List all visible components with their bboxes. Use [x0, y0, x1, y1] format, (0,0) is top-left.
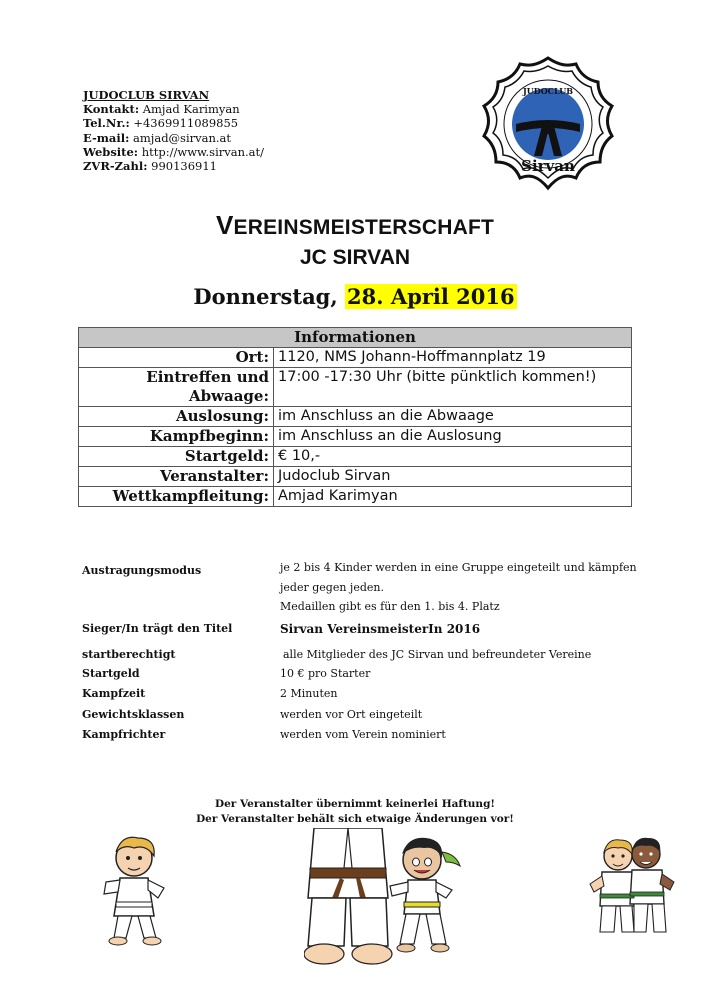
detail-value: Sirvan VereinsmeisterIn 2016 — [280, 622, 481, 636]
detail-label: startberechtigt — [82, 648, 176, 661]
contact-line: Tel.Nr.: +4369911089855 — [83, 116, 239, 131]
table-row: Veranstalter: Judoclub Sirvan — [79, 467, 632, 487]
contact-block — [83, 88, 264, 173]
contact-line: Kontakt: Amjad Karimyan — [83, 102, 240, 117]
detail-label: Startgeld — [82, 667, 140, 680]
detail-value: 2 Minuten — [280, 687, 338, 700]
detail-label: Gewichtsklassen — [82, 708, 185, 721]
table-row: Eintreffen und Abwaage: 17:00 -17:30 Uhr (bitte pünktlich kommen!) — [79, 368, 632, 407]
detail-value: 10 € pro Starter — [280, 667, 371, 680]
detail-label: Kampfrichter — [82, 728, 166, 741]
logo-top-text: JUDOCLUB — [523, 86, 573, 96]
detail-label: Sieger/In trägt den Titel — [82, 622, 233, 635]
contact-line: Website: http://www.sirvan.at/ — [83, 144, 265, 159]
event-date: Donnerstag, 28. April 2016 — [193, 284, 515, 309]
info-table — [78, 327, 632, 507]
club-name: JUDOCLUB SIRVAN — [83, 88, 210, 102]
table-row: Startgeld: € 10,- — [79, 447, 632, 467]
table-row: Kampfbeginn: im Anschluss an die Auslosung — [79, 427, 632, 447]
detail-label: Kampfzeit — [82, 687, 146, 700]
contact-line: ZVR-Zahl: 990136911 — [83, 159, 217, 174]
table-row: Ort: 1120, NMS Johann-Hoffmannplatz 19 — [79, 348, 632, 368]
detail-value: je 2 bis 4 Kinder werden in eine Gruppe eingeteilt und kämpfen jeder gegen jeden. Medaillen gibt es für den 1. bis 4. Platz — [280, 561, 637, 613]
logo-name: Sirvan — [521, 157, 575, 175]
table-row: Auslosung: im Anschluss an die Abwaage — [79, 407, 632, 427]
contact-line: E-mail: amjad@sirvan.at — [83, 130, 232, 145]
page-title: VEREINSMEISTERSCHAFT — [215, 210, 495, 240]
info-header: Informationen — [79, 328, 632, 348]
detail-value: werden vor Ort eingeteilt — [280, 708, 423, 721]
detail-value: alle Mitglieder des JC Sirvan und befreundeter Vereine — [283, 648, 592, 661]
page-subtitle: JC SIRVAN — [299, 246, 411, 269]
club-logo — [476, 52, 620, 196]
detail-label: Austragungsmodus — [82, 564, 202, 577]
judo-friends-illustration — [588, 832, 676, 942]
judo-kid-illustration-left — [98, 832, 174, 947]
date-highlight: 28. April 2016 — [347, 284, 515, 309]
detail-value: werden vom Verein nominiert — [280, 728, 446, 741]
judo-fight-illustration — [304, 828, 472, 978]
table-row: Wettkampfleitung: Amjad Karimyan — [79, 487, 632, 507]
disclaimer: Der Veranstalter übernimmt keinerlei Haftung! Der Veranstalter behält sich etwaige Änderungen vor! — [196, 798, 514, 825]
